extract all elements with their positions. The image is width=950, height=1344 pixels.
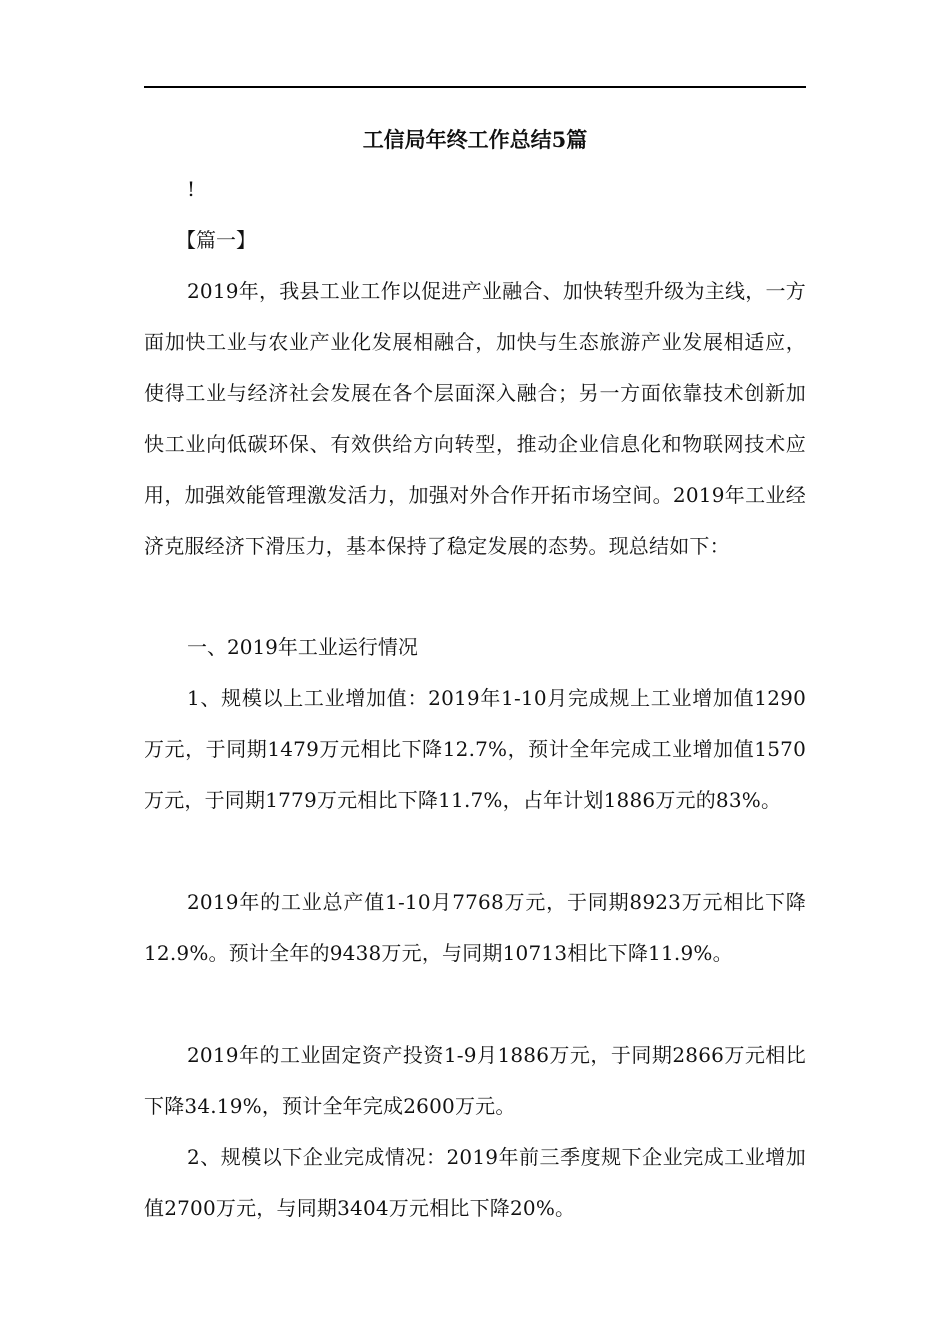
document-title: 工信局年终工作总结5篇 bbox=[362, 127, 588, 152]
heading-industrial-operation: 一、2019年工业运行情况 bbox=[187, 635, 418, 659]
section-label: 【篇一】 bbox=[176, 228, 256, 252]
paragraph-intro: 2019年，我县工业工作以促进产业融合、加快转型升级为主线，一方面加快工业与农业产业化发展相融合，加快与生态旅游产业发展相适应，使得工业与经济社会发展在各个层面深入融合；另一方面依靠技术创新加快工业向低碳环保、有效供给方向转型，推动企业信息化和物联网技术应用，加强效能管理激发活力，加强对外合作开拓市场空间。2019年工业经济克服经济下滑压力，基本保持了稳定发展的态势。现总结如下： bbox=[144, 279, 806, 558]
header-rule bbox=[144, 86, 806, 88]
paragraph-total-output: 2019年的工业总产值1-10月7768万元，于同期8923万元相比下降12.9%。预计全年的9438万元，与同期10713相比下降11.9%。 bbox=[144, 890, 806, 965]
paragraph-below-scale: 2、规模以下企业完成情况：2019年前三季度规下企业完成工业增加值2700万元，与同期3404万元相比下降20%。 bbox=[144, 1145, 806, 1220]
paragraph-above-scale-value: 1、规模以上工业增加值：2019年1-10月完成规上工业增加值1290万元，于同期1479万元相比下降12.7%，预计全年完成工业增加值1570万元，于同期1779万元相比下降11.7%，占年计划1886万元的83%。 bbox=[144, 686, 806, 812]
exclamation-mark: ! bbox=[187, 177, 196, 201]
paragraph-fixed-investment: 2019年的工业固定资产投资1-9月1886万元，于同期2866万元相比下降34.19%，预计全年完成2600万元。 bbox=[144, 1043, 806, 1118]
